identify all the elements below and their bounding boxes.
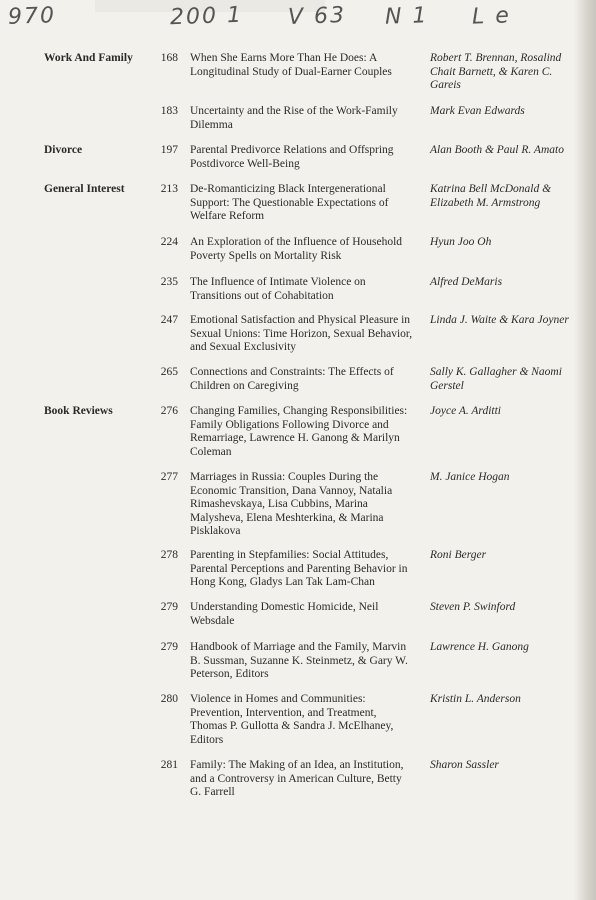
article-author: Alan Booth & Paul R. Amato <box>430 144 564 156</box>
handwritten-note: 200 1 <box>169 2 244 31</box>
page-number: 277 <box>160 471 178 483</box>
page-number: 265 <box>160 366 178 378</box>
article-author: M. Janice Hogan <box>430 471 510 483</box>
article-author: Lawrence H. Ganong <box>430 641 529 653</box>
article-title: Marriages in Russia: Couples During the Economic Transition, Dana Vannoy, Natalia Rimashevskaya, Lisa Cubbins, Marina Malysheva, Elena Meshterkina, & Marina Pisklakova <box>190 471 393 537</box>
article-title: Changing Families, Changing Responsibilities: Family Obligations Following Divorce and Remarriage, Lawrence H. Ganong & Marilyn Coleman <box>190 405 408 458</box>
section-heading: Divorce <box>44 144 83 156</box>
article-title: Handbook of Marriage and the Family, Marvin B. Sussman, Suzanne K. Steinmetz, & Gary W. Peterson, Editors <box>190 641 408 680</box>
handwritten-note: V 63 <box>287 2 347 31</box>
page-number: 197 <box>160 144 178 156</box>
article-author: Robert T. Brennan, Rosalind Chait Barnett, & Karen C. Gareis <box>430 52 562 91</box>
article-author: Hyun Joo Oh <box>430 236 492 248</box>
scan-edge-shadow <box>574 0 596 900</box>
article-author: Mark Evan Edwards <box>430 105 525 117</box>
article-author: Roni Berger <box>430 549 487 561</box>
page-number: 183 <box>160 105 178 117</box>
page-number: 168 <box>160 52 178 64</box>
page-number: 280 <box>160 693 178 705</box>
page-number: 224 <box>160 236 178 248</box>
article-author: Sally K. Gallagher & Naomi Gerstel <box>430 366 562 392</box>
page-number: 276 <box>160 405 178 417</box>
article-title: Parenting in Stepfamilies: Social Attitudes, Parental Perceptions and Parenting Behavior in Hong Kong, Gladys Lan Tak Lam-Chan <box>190 549 408 588</box>
handwritten-note: L e <box>471 3 512 30</box>
article-title: Family: The Making of an Idea, an Institution, and a Controversy in American Culture, Betty G. Farrell <box>190 759 404 798</box>
page-number: 235 <box>160 276 178 288</box>
article-title: Uncertainty and the Rise of the Work-Family Dilemma <box>190 105 398 131</box>
section-heading: Work And Family <box>44 52 133 64</box>
article-title: Emotional Satisfaction and Physical Pleasure in Sexual Unions: Time Horizon, Sexual Behavior, and Sexual Exclusivity <box>190 314 413 353</box>
page-number: 279 <box>160 601 178 613</box>
article-title: De-Romanticizing Black Intergenerational Support: The Questionable Expectations of Welfare Reform <box>190 183 389 222</box>
section-heading: General Interest <box>44 183 125 195</box>
article-title: Parental Predivorce Relations and Offspring Postdivorce Well-Being <box>190 144 394 170</box>
page-number: 247 <box>160 314 178 326</box>
article-title: When She Earns More Than He Does: A Longitudinal Study of Dual-Earner Couples <box>190 52 392 78</box>
page-number: 213 <box>160 183 178 195</box>
article-title: An Exploration of the Influence of Household Poverty Spells on Mortality Risk <box>190 236 403 262</box>
article-author: Alfred DeMaris <box>430 276 503 288</box>
handwritten-note: 970 <box>7 3 57 30</box>
article-title: Understanding Domestic Homicide, Neil Websdale <box>190 601 379 627</box>
section-heading: Book Reviews <box>44 405 113 417</box>
handwritten-note: N 1 <box>384 3 429 30</box>
article-author: Steven P. Swinford <box>430 601 516 613</box>
article-author: Kristin L. Anderson <box>430 693 521 705</box>
article-title: Connections and Constraints: The Effects of Children on Caregiving <box>190 366 394 392</box>
page-number: 279 <box>160 641 178 653</box>
article-author: Sharon Sassler <box>430 759 499 771</box>
article-author: Katrina Bell McDonald & Elizabeth M. Armstrong <box>430 183 552 209</box>
article-title: The Influence of Intimate Violence on Transitions out of Cohabitation <box>190 276 366 302</box>
article-author: Linda J. Waite & Kara Joyner <box>430 314 569 326</box>
article-title: Violence in Homes and Communities: Prevention, Intervention, and Treatment, Thomas P. Gullotta & Sandra J. McElhaney, Editors <box>190 693 394 746</box>
page-number: 278 <box>160 549 178 561</box>
article-author: Joyce A. Arditti <box>430 405 502 417</box>
page-number: 281 <box>160 759 178 771</box>
